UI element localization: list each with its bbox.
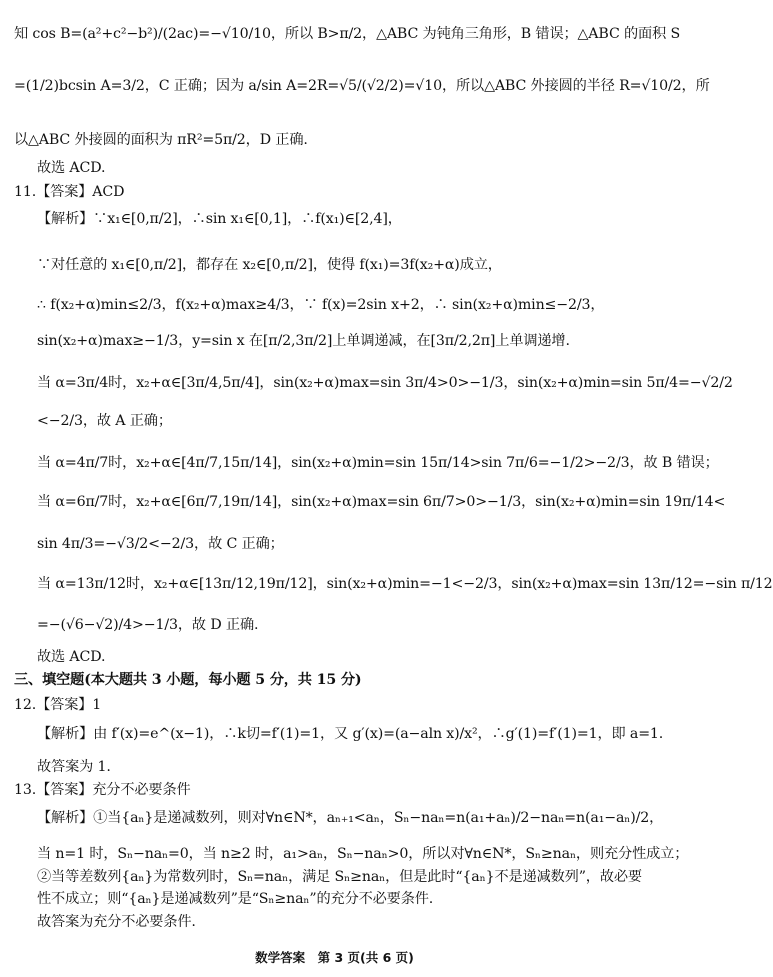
- text-line: 三、填空题(本大题共 3 小题，每小题 5 分，共 15 分): [14, 672, 362, 688]
- text-line: sin 4π/3=−√3/2<−2/3，故 C 正确；: [37, 536, 284, 552]
- text-line: 当 α=13π/12时，x₂+α∈[13π/12,19π/12]，sin(x₂+α)min=−1<−2/3，sin(x₂+α)max=sin 13π/12=−sin π/12: [37, 576, 773, 592]
- text-line: 当 α=3π/4时，x₂+α∈[3π/4,5π/4]，sin(x₂+α)max=sin 3π/4>0>−1/3，sin(x₂+α)min=sin 5π/4=−√2/2: [37, 375, 733, 391]
- text-line: 【解析】由 f′(x)=e^(x−1)，∴k切=f′(1)=1，又 g′(x)=(a−aln x)/x²，∴g′(1)=f′(1)=1，即 a=1.: [37, 726, 664, 742]
- text-line: <−2/3，故 A 正确；: [37, 413, 172, 429]
- text-line: sin(x₂+α)max≥−1/3，y=sin x 在[π/2,3π/2]上单调递减，在[3π/2,2π]上单调递增.: [37, 333, 570, 349]
- text-line: 性不成立；则“{aₙ}是递减数列”是“Sₙ≥naₙ”的充分不必要条件.: [37, 891, 434, 907]
- text-line: 13.【答案】充分不必要条件: [14, 782, 191, 798]
- text-line: 以△ABC 外接圆的面积为 πR²=5π/2，D 正确.: [14, 132, 308, 148]
- text-line: 故答案为 1.: [37, 759, 111, 775]
- text-line: 【解析】∵x₁∈[0,π/2]，∴sin x₁∈[0,1]，∴f(x₁)∈[2,4]，: [37, 211, 402, 227]
- text-line: 当 n=1 时，Sₙ−naₙ=0，当 n≥2 时，a₁>aₙ，Sₙ−naₙ>0，所以对∀n∈N*，Sₙ≥naₙ，则充分性成立；: [37, 846, 689, 862]
- text-line: ②当等差数列{aₙ}为常数列时，Sₙ=naₙ，满足 Sₙ≥naₙ，但是此时“{aₙ}不是递减数列”，故必要: [37, 869, 642, 885]
- text-line: 12.【答案】1: [14, 697, 102, 713]
- text-line: 知 cos B=(a²+c²−b²)/(2ac)=−√10/10，所以 B>π/2，△ABC 为钝角三角形，B 错误；△ABC 的面积 S: [14, 26, 681, 42]
- text-line: 故选 ACD.: [37, 160, 106, 176]
- text-line: 11.【答案】ACD: [14, 184, 125, 200]
- text-line: ∵对任意的 x₁∈[0,π/2]，都存在 x₂∈[0,π/2]，使得 f(x₁)=3f(x₂+α)成立，: [37, 257, 502, 273]
- text-line: 【解析】①当{aₙ}是递减数列，则对∀n∈N*，aₙ₊₁<aₙ，Sₙ−naₙ=n(a₁+aₙ)/2−naₙ=n(a₁−aₙ)/2，: [37, 810, 664, 826]
- text-line: 故答案为充分不必要条件.: [37, 914, 196, 930]
- text-line: =−(√6−√2)/4>−1/3，故 D 正确.: [37, 617, 259, 633]
- text-line: =(1/2)bcsin A=3/2，C 正确；因为 a/sin A=2R=√5/(√2/2)=√10，所以△ABC 外接圆的半径 R=√10/2，所: [14, 78, 710, 94]
- page-footer: 数学答案 第 3 页(共 6 页): [255, 950, 414, 965]
- text-line: 当 α=6π/7时，x₂+α∈[6π/7,19π/14]，sin(x₂+α)max=sin 6π/7>0>−1/3，sin(x₂+α)min=sin 19π/14<: [37, 494, 726, 510]
- text-line: 当 α=4π/7时，x₂+α∈[4π/7,15π/14]，sin(x₂+α)min=sin 15π/14>sin 7π/6=−1/2>−2/3，故 B 错误；: [37, 455, 719, 471]
- text-line: 故选 ACD.: [37, 649, 106, 665]
- text-line: ∴ f(x₂+α)min≤2/3，f(x₂+α)max≥4/3，∵ f(x)=2sin x+2，∴ sin(x₂+α)min≤−2/3，: [37, 297, 605, 313]
